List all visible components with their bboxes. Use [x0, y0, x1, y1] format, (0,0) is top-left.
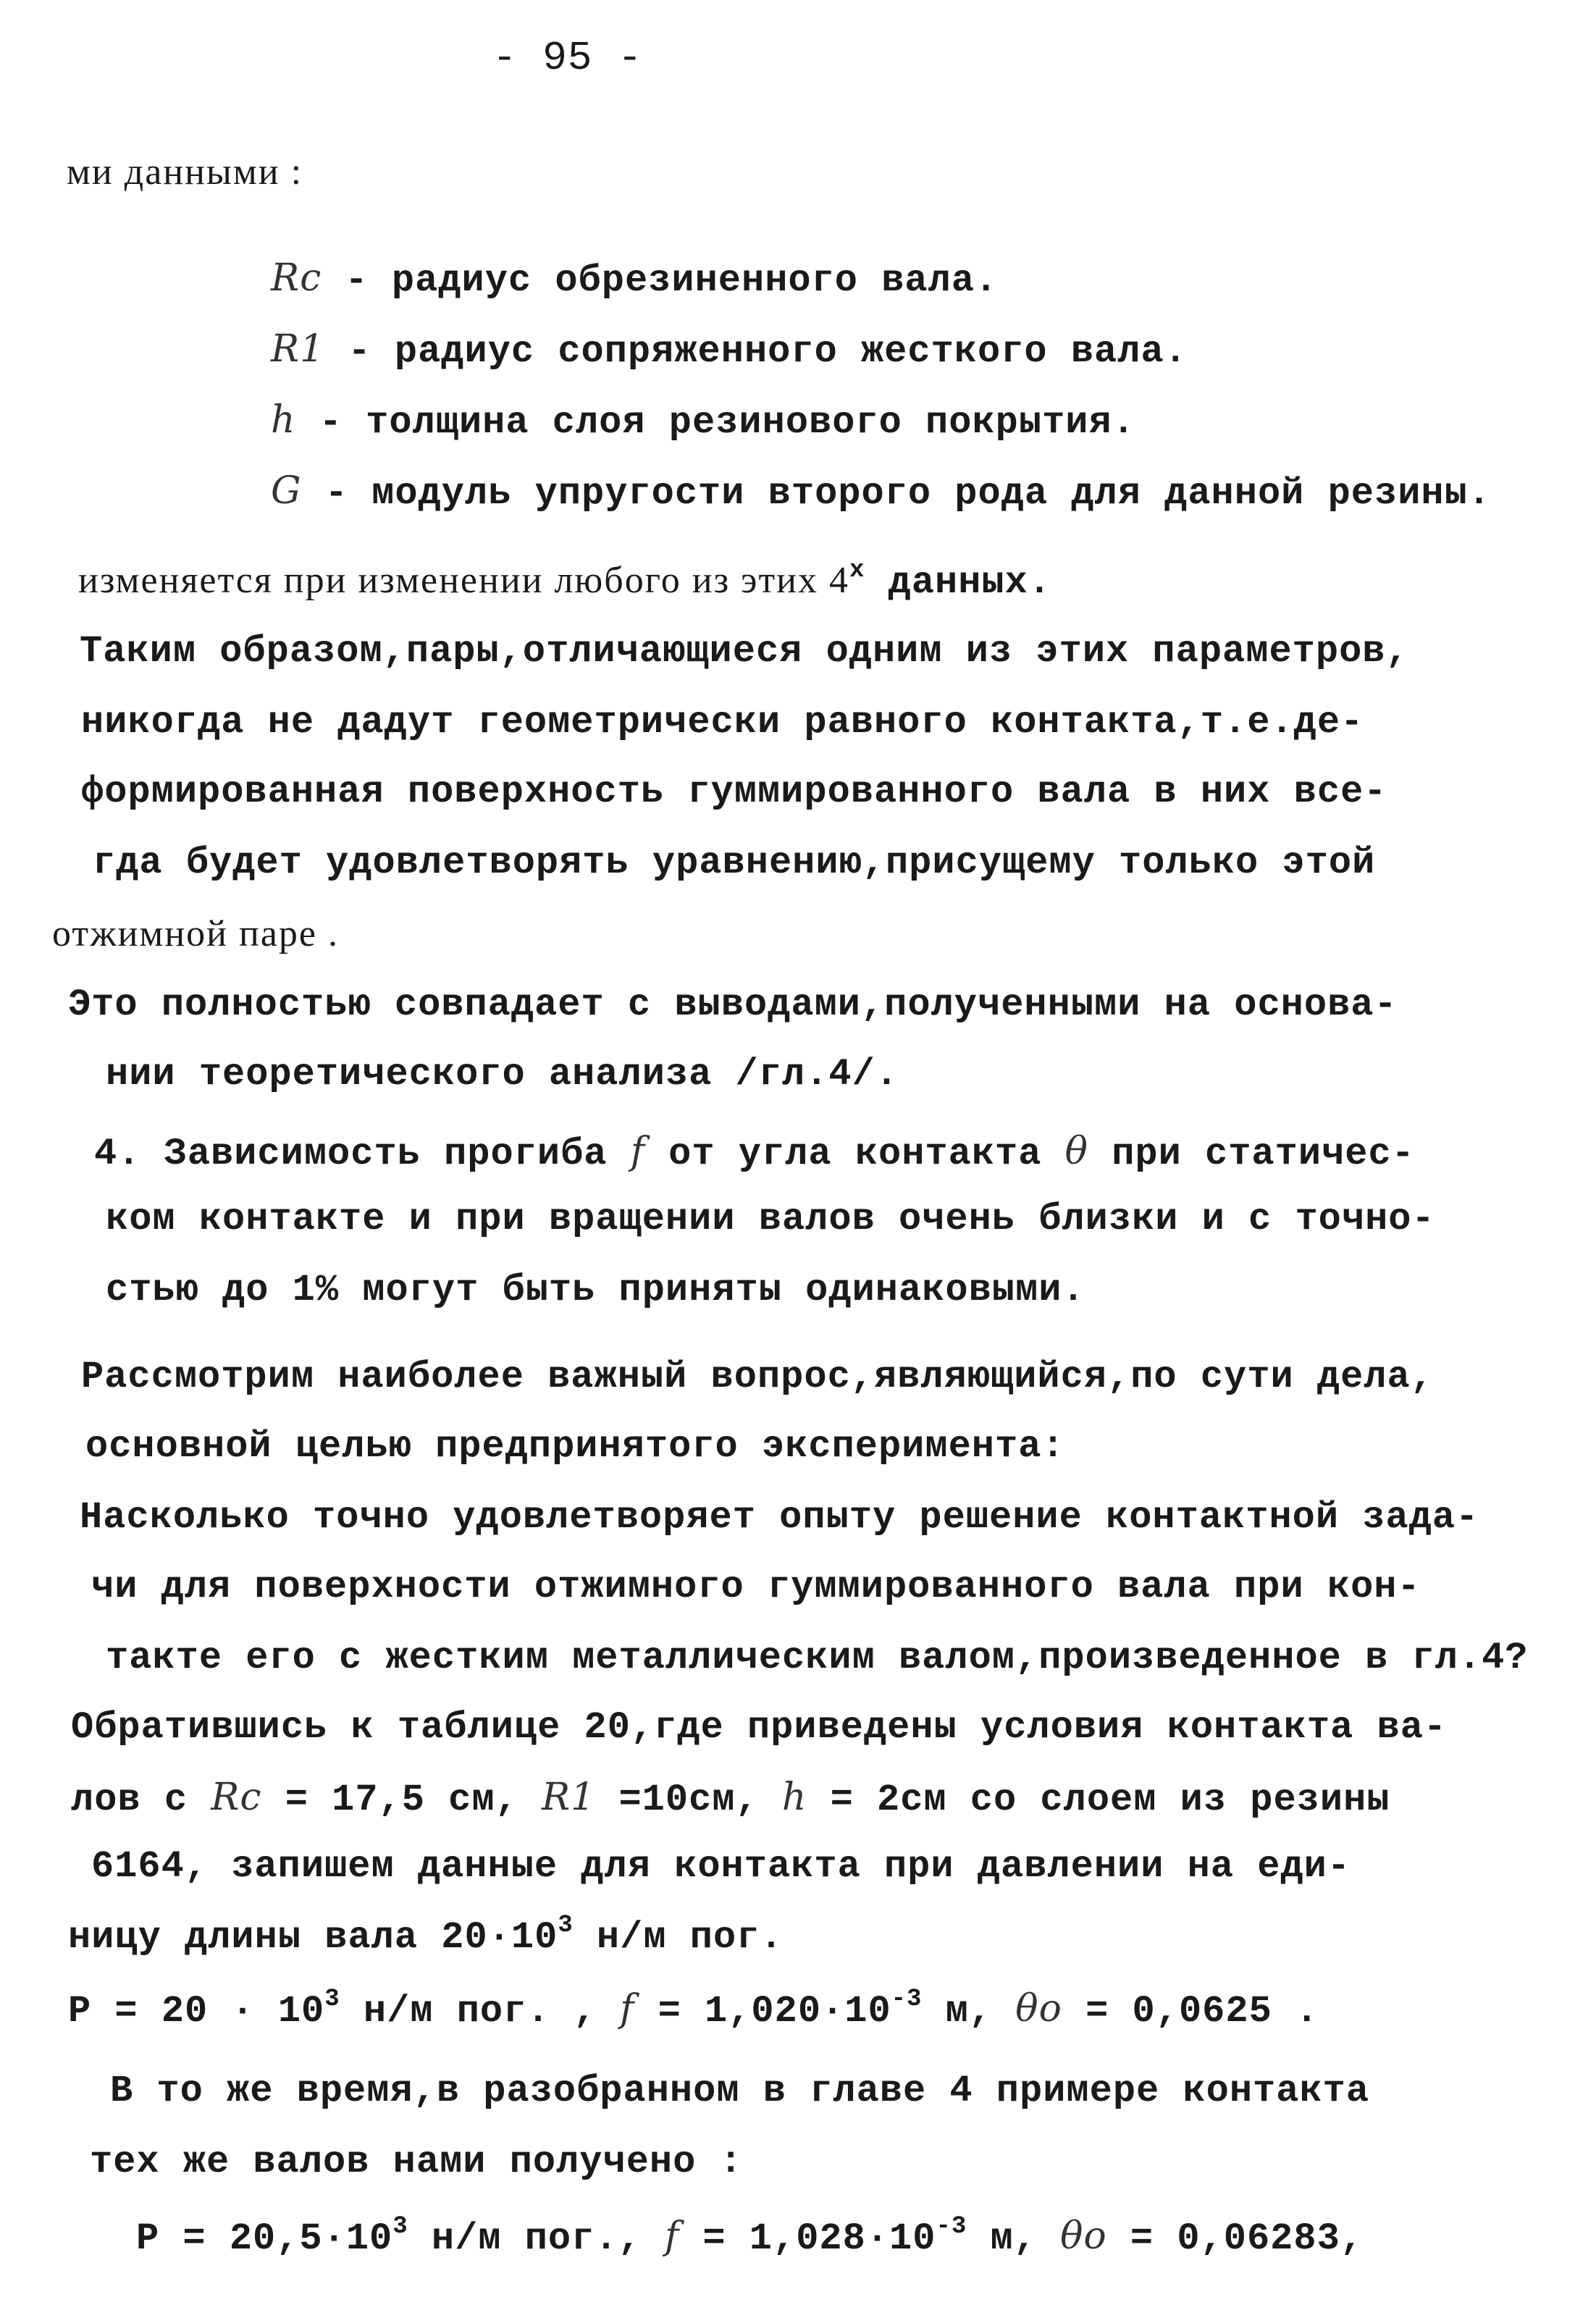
formula-line-2: $P = 20,5\cdot 10^3$ н/м пог., $f = 1,028\cdot 10^{-3}$ м, θо = 0,06283,	[136, 2213, 1364, 2260]
symbol-theta: θ	[1064, 1130, 1088, 1173]
text-line-1: ми данными :	[67, 151, 303, 193]
definition-text: - радиус обрезиненного вала.	[345, 259, 999, 302]
text-line-10: гда будет удовлетворять уравнению,присущему только этой	[93, 841, 1376, 884]
text-line-17: Рассмотрим наиболее важный вопрос,являющийся,по сути дела,	[81, 1356, 1434, 1398]
text-line-19: Насколько точно удовлетворяет опыту решение контактной зада-	[80, 1496, 1479, 1539]
text-line-12: Это полностью совпадает с выводами,полученными на основа-	[68, 983, 1398, 1026]
text-line-23: лов с Rc = 17,5 см, R1 =10см, h = 2см со слоем из резины	[71, 1776, 1390, 1821]
text-line-25: ницу длины вала $20\cdot 10^3$ н/м пог.	[68, 1912, 784, 1959]
text-line-27: В то же время,в разобранном в главе 4 примере контакта	[110, 2070, 1370, 2112]
text-line-22: Обратившись к таблице 20,где приведены условия контакта ва-	[71, 1706, 1448, 1749]
symbol-f: f	[664, 2214, 680, 2258]
text-line-18: основной целью предпринятого эксперимента:	[85, 1425, 1065, 1468]
symbol-f: f	[630, 1130, 645, 1173]
text-line-14: 4. Зависимость прогиба f от угла контакта θ при статичес-	[94, 1130, 1415, 1175]
symbol-theta: θо	[1060, 2214, 1107, 2258]
text-line-7: Таким образом,пары,отличающиеся одним из этих параметров,	[80, 630, 1409, 673]
text-line-16: стью до 1% могут быть приняты одинаковыми.	[106, 1269, 1085, 1311]
text-line-9: формированная поверхность гуммированного вала в них все-	[81, 770, 1387, 813]
symbol-f: f	[620, 1987, 635, 2031]
definition-text: - толщина слоя резинового покрытия.	[319, 401, 1135, 444]
symbol-h: h	[271, 398, 296, 442]
symbol-r1: R1	[271, 327, 325, 371]
symbol-r1: R1	[541, 1776, 596, 1819]
text-line-21: такте его с жестким металлическим валом,произведенное в гл.4?	[106, 1637, 1529, 1679]
definition-text: - модуль упругости второго рода для данной резины.	[324, 472, 1492, 515]
symbol-theta: θо	[1015, 1987, 1062, 2031]
definition-r1	[271, 326, 1188, 375]
text-line-15: ком контакте и при вращении валов очень близки и с точно-	[106, 1198, 1435, 1240]
symbol-rc: Rc	[211, 1776, 262, 1819]
text-line-13: нии теоретического анализа /гл.4/.	[106, 1053, 899, 1096]
symbol-g: G	[271, 469, 302, 513]
formula-line-1: $P = 20 \cdot 10^3$ н/м пог. , $f = 1,020\cdot 10^{-3}$ м, θо = 0,0625 .	[68, 1986, 1319, 2033]
definition-g	[271, 468, 1491, 517]
text-line-20: чи для поверхности отжимного гуммированного вала при кон-	[91, 1566, 1421, 1608]
text-line-24: 6164, запишем данные для контакта при давлении на еди-	[91, 1845, 1351, 1888]
text-line-28: тех же валов нами получено :	[90, 2141, 743, 2183]
text-line-8: никогда не дадут геометрически равного контакта,т.е.де-	[81, 701, 1364, 744]
text-line-6: изменяется при изменении любого из этих $4^х$ данных.	[78, 557, 1052, 604]
symbol-rc: Rc	[271, 256, 322, 300]
text-line-11: отжимной паре .	[52, 913, 339, 954]
symbol-h: h	[781, 1776, 807, 1819]
definition-rc	[271, 255, 998, 304]
definition-text: - радиус сопряженного жесткого вала.	[348, 330, 1188, 373]
page-number: - 95 -	[492, 35, 643, 81]
definition-h	[271, 397, 1135, 446]
